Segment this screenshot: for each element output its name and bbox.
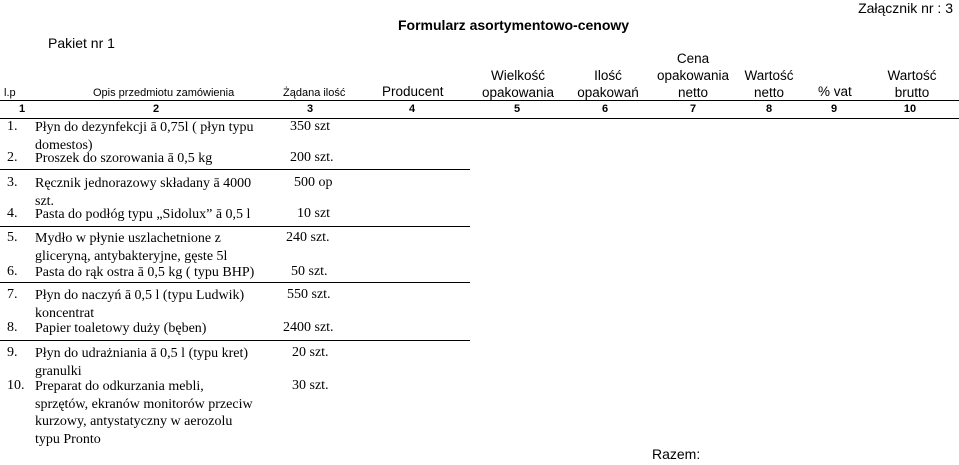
col-header-ilosc: Ilość opakowań <box>577 68 639 100</box>
col-number: 8 <box>765 103 773 115</box>
row-description: Ręcznik jednorazowy składany ā 4000 szt. <box>35 176 252 209</box>
row-description: Płyn do naczyń ā 0,5 l (typu Ludwik) koncentrat <box>35 288 245 321</box>
col-number: 1 <box>18 103 26 115</box>
row-separator <box>0 282 470 283</box>
row-separator <box>0 226 470 227</box>
row-number: 9. <box>7 345 18 360</box>
row-description: Pasta do rąk ostra ā 0,5 kg ( typu BHP) <box>35 265 255 280</box>
col-header-cena: Cena opakowania netto <box>656 51 730 100</box>
row-number: 6. <box>7 264 18 279</box>
row-description: Płyn do dezynfekcji ā 0,75l ( płyn typu domestos) <box>35 120 254 153</box>
package-label: Pakiet nr 1 <box>48 35 115 51</box>
col-number: 4 <box>408 103 416 115</box>
row-description: Preparat do odkurzania mebli, sprzętów, ekranów monitorów przeciw kurzowy, antystatyczny w aerozolu typu Pronto <box>35 379 253 447</box>
col-number: 2 <box>152 103 160 115</box>
col-header-wartosc-netto: Wartość netto <box>744 68 794 100</box>
row-description: Pasta do podłóg typu „Sidolux” ā 0,5 l <box>35 207 251 222</box>
row-number: 2. <box>7 150 18 165</box>
annex-label: Załącznik nr : 3 <box>858 0 953 16</box>
row-description: Papier toaletowy duży (bęben) <box>35 321 207 336</box>
row-quantity: 550 szt. <box>287 287 331 302</box>
row-quantity: 350 szt <box>290 119 331 134</box>
row-description: Proszek do szorowania ā 0,5 kg <box>35 151 213 166</box>
row-number: 7. <box>7 287 18 302</box>
row-quantity: 2400 szt. <box>283 320 334 335</box>
col-number: 5 <box>513 103 521 115</box>
row-quantity: 30 szt. <box>292 378 329 393</box>
row-separator <box>0 169 470 170</box>
col-number: 9 <box>830 103 838 115</box>
row-number: 4. <box>7 206 18 221</box>
row-number: 3. <box>7 175 18 190</box>
total-label: Razem: <box>652 446 701 462</box>
header-top-rule <box>0 100 959 101</box>
row-number: 8. <box>7 320 18 335</box>
col-header-zadana: Żądana ilość <box>283 87 346 99</box>
row-quantity: 500 op <box>294 175 333 190</box>
row-quantity: 10 szt <box>297 206 331 221</box>
row-number: 5. <box>7 230 18 245</box>
col-number: 3 <box>306 103 314 115</box>
row-quantity: 200 szt. <box>290 150 334 165</box>
form-title: Formularz asortymentowo-cenowy <box>398 17 630 33</box>
col-number: 6 <box>601 103 609 115</box>
row-separator <box>0 340 470 341</box>
col-header-wartosc-brutto: Wartość brutto <box>887 68 937 100</box>
col-header-opis: Opis przedmiotu zamówienia <box>93 87 235 99</box>
row-number: 1. <box>7 119 18 134</box>
col-header-lp: l.p <box>4 87 16 99</box>
row-description: Płyn do udrażniania ā 0,5 l (typu kret) granulki <box>35 346 249 379</box>
row-quantity: 50 szt. <box>291 264 328 279</box>
row-description: Mydło w płynie uszlachetnione z gliceryną, antybakteryjne, gęste 5l <box>35 231 228 264</box>
row-number: 10. <box>7 378 25 393</box>
row-quantity: 20 szt. <box>292 345 329 360</box>
col-number: 7 <box>689 103 697 115</box>
row-quantity: 240 szt. <box>286 230 330 245</box>
col-header-producent: Producent <box>382 84 444 99</box>
col-number: 10 <box>903 103 917 115</box>
col-header-wielkosc: Wielkość opakowania <box>481 68 555 100</box>
col-header-vat: % vat <box>818 84 852 99</box>
